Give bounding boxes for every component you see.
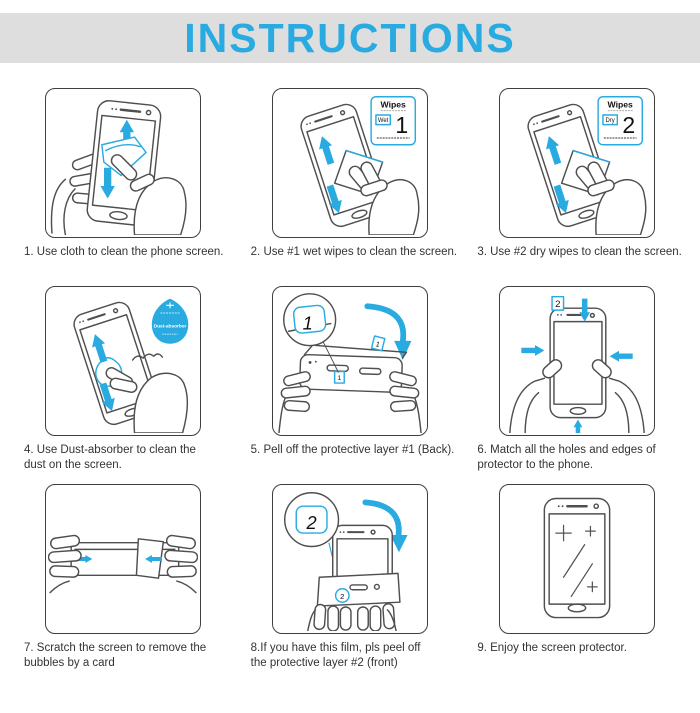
hand-left-icon [279, 371, 311, 433]
hand-right-icon [389, 371, 421, 433]
step-2-illustration [275, 91, 425, 235]
step-5-caption: 5. Pell off the protective layer #1 (Back). [250, 444, 455, 456]
step-1 [10, 88, 237, 277]
step-4-caption: 4. Use Dust-absorber to clean the dust on the screen. [24, 444, 196, 471]
fist-right-icon [358, 603, 396, 631]
magnifier-callout [284, 294, 336, 346]
step-6-panel [499, 286, 655, 436]
step-1-illustration [48, 91, 198, 235]
svg-text:2: 2 [622, 112, 635, 139]
page-title: INSTRUCTIONS [184, 15, 516, 61]
header-band [0, 13, 700, 63]
step-4 [10, 286, 237, 475]
step-3-illustration [502, 91, 652, 235]
svg-text:Wipes: Wipes [607, 99, 633, 110]
step-8-panel [272, 484, 428, 634]
svg-text:Wet: Wet [377, 118, 389, 125]
step-3-caption: 3. Use #2 dry wipes to clean the screen. [477, 246, 682, 258]
dust-absorber-badge [152, 299, 188, 344]
svg-text:Dry: Dry [605, 118, 615, 125]
phone-back-icon [299, 345, 406, 393]
svg-text:1: 1 [374, 339, 381, 350]
step-2 [237, 88, 464, 277]
instructions-sheet [0, 13, 700, 673]
arrow-up-icon [573, 420, 582, 433]
step-6 [463, 286, 690, 475]
svg-text:2: 2 [340, 591, 345, 601]
step-8-caption: 8.If you have this film, pls peel off the protective layer #2 (front) [250, 642, 421, 669]
wipes-pack-wet [371, 97, 415, 145]
curved-arrow-icon [367, 306, 403, 346]
fist-left-icon [308, 604, 351, 631]
step-5 [237, 286, 464, 475]
phone-icon [544, 499, 609, 618]
svg-text:1: 1 [395, 112, 409, 139]
film-tab-1 [335, 372, 345, 384]
film-tab-2 [372, 336, 385, 351]
svg-text:Dust-absorber: Dust-absorber [154, 324, 187, 330]
step-1-panel [45, 88, 201, 238]
step-9-panel [499, 484, 655, 634]
step-2-caption: 2. Use #1 wet wipes to clean the screen. [250, 246, 458, 258]
svg-text:2: 2 [554, 299, 561, 311]
step-4-panel [45, 286, 201, 436]
step-7-illustration [48, 487, 198, 631]
arrow-right-icon [521, 345, 544, 356]
step-4-illustration [48, 289, 198, 433]
step-2-panel [272, 88, 428, 238]
step-9 [463, 484, 690, 673]
step-9-caption: 9. Enjoy the screen protector. [477, 642, 627, 654]
wipes-pack-dry [598, 97, 642, 145]
svg-text:1: 1 [302, 312, 313, 334]
svg-text:1: 1 [337, 375, 342, 383]
arrow-left-icon [609, 351, 632, 362]
step-8-illustration [275, 487, 425, 631]
svg-text:2: 2 [306, 512, 317, 534]
step-6-caption: 6. Match all the holes and edges of protector to the phone. [477, 444, 656, 471]
film-tab-2 [552, 297, 564, 311]
step-6-illustration [502, 289, 652, 433]
step-3 [463, 88, 690, 277]
magnifier-callout [285, 493, 339, 547]
step-7 [10, 484, 237, 673]
step-9-illustration [502, 487, 652, 631]
step-8 [237, 484, 464, 673]
step-3-panel [499, 88, 655, 238]
step-5-illustration [275, 289, 425, 433]
film-tab-2 [336, 589, 349, 602]
step-7-panel [45, 484, 201, 634]
step-1-caption: 1. Use cloth to clean the phone screen. [24, 246, 224, 258]
step-7-caption: 7. Scratch the screen to remove the bubbles by a card [24, 642, 207, 669]
steps-grid [0, 88, 700, 673]
front-film-icon [317, 573, 400, 606]
svg-text:Wipes: Wipes [380, 99, 406, 110]
step-5-panel [272, 286, 428, 436]
